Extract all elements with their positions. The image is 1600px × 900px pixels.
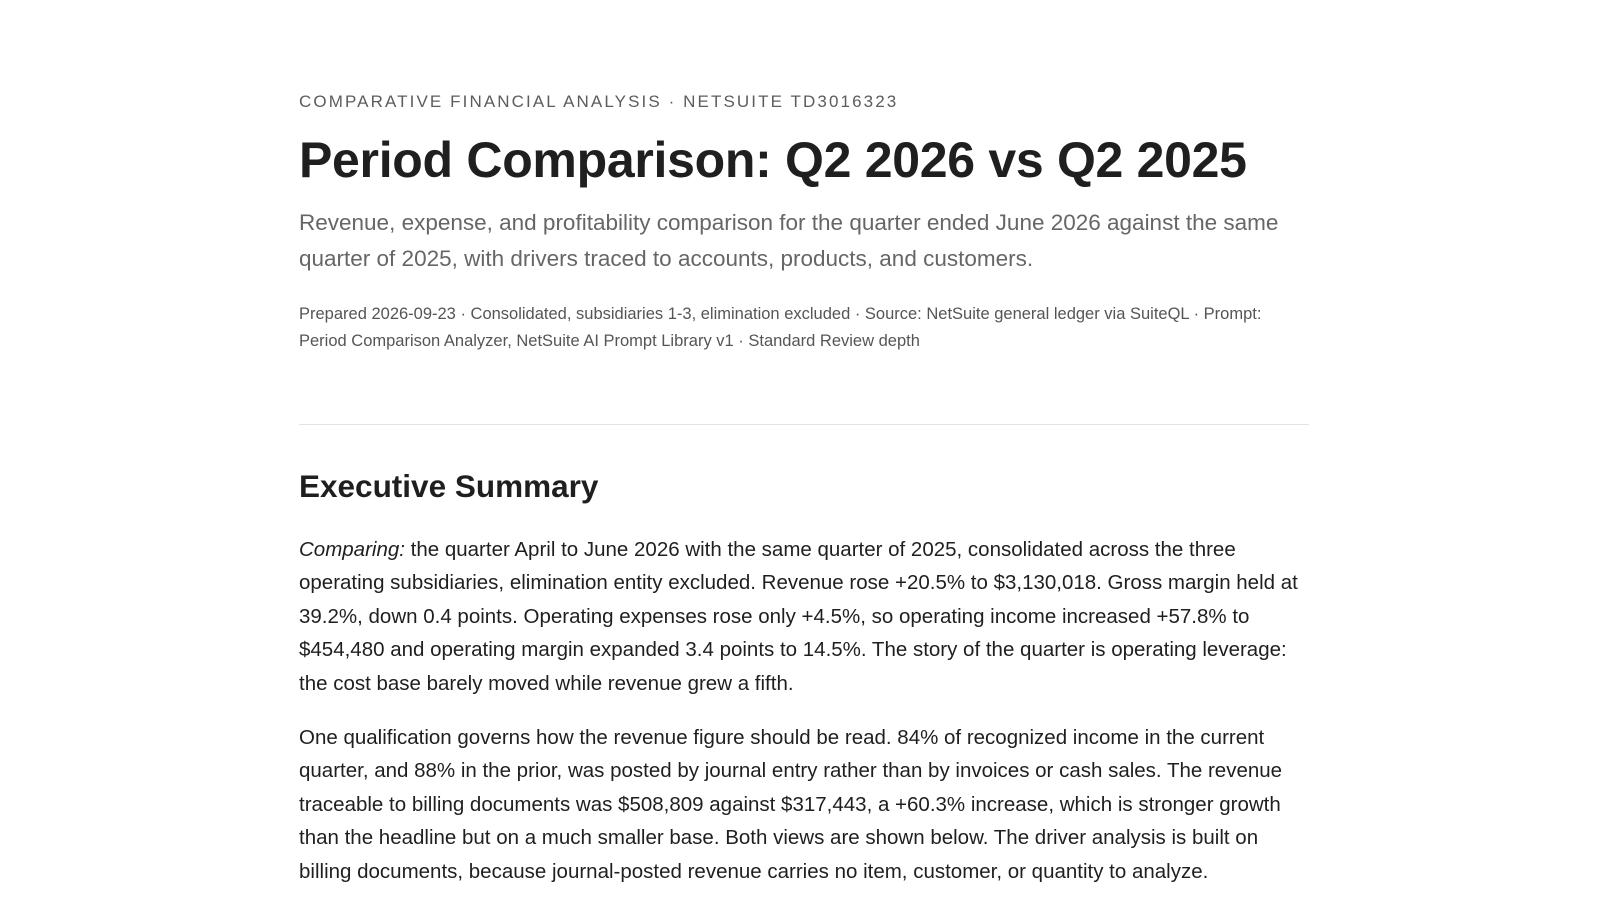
- executive-summary-paragraph-1: [299, 533, 1309, 700]
- section-divider: [299, 424, 1309, 425]
- page-title: Period Comparison: Q2 2026 vs Q2 2025: [299, 132, 1247, 188]
- report-eyebrow: COMPARATIVE FINANCIAL ANALYSIS · NETSUITE TD3016323: [299, 92, 899, 111]
- executive-summary-paragraph-2: One qualification governs how the revenue figure should be read. 84% of recognized income in the current quarter, and 88% in the prior, was posted by journal entry rather than by invoices or cash sales. The revenue traceable to billing documents was $508,809 against $317,443, a +60.3% increase, which is stronger growth than the headline but on a much smaller base. Both views are shown below. The driver analysis is built on billing documents, because journal-posted revenue carries no item, customer, or quantity to analyze.: [299, 726, 1283, 883]
- comparing-lead-label: Comparing:: [299, 538, 405, 561]
- page-subtitle: Revenue, expense, and profitability comparison for the quarter ended June 2026 against the same quarter of 2025, with drivers traced to accounts, products, and customers.: [299, 210, 1279, 271]
- executive-summary-heading: Executive Summary: [299, 468, 599, 504]
- report-metadata: Prepared 2026-09-23 · Consolidated, subsidiaries 1-3, elimination excluded · Source: NetSuite general ledger via SuiteQL · Prompt: Period Comparison Analyzer, NetSuite AI Prompt Library v1 · Standard Review depth: [299, 305, 1262, 350]
- executive-summary-paragraph-1-body: the quarter April to June 2026 with the same quarter of 2025, consolidated across the three operating subsidiaries, elimination entity excluded. Revenue rose +20.5% to $3,130,018. Gross margin held at 39.2%, down 0.4 points. Operating expenses rose only +4.5%, so operating income increased +57.8% to $454,480 and operating margin expanded 3.4 points to 14.5%. The story of the quarter is operating leverage: the cost base barely moved while revenue grew a fifth.: [299, 538, 1298, 695]
